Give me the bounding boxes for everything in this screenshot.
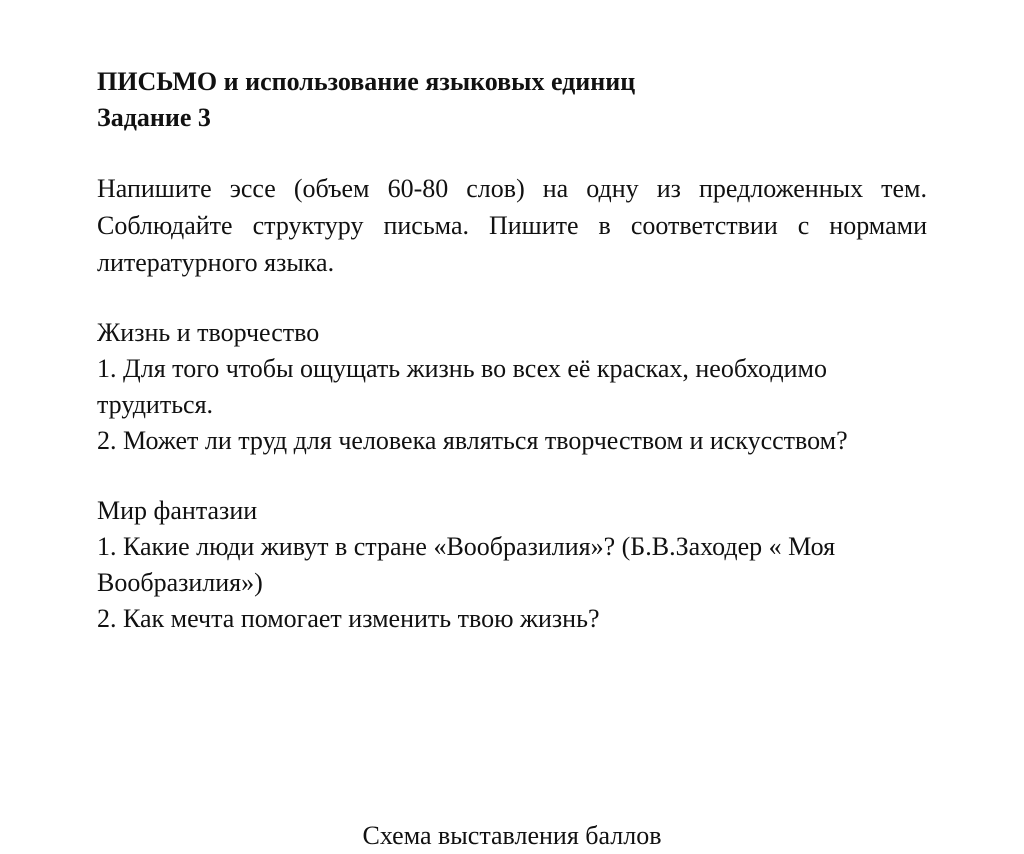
- spacer: [97, 281, 927, 315]
- task-instructions: Напишите эссе (объем 60-80 слов) на одну из предложенных тем. Соблюдайте структуру письма. Пишите в соответствии с нормами литературного языка.: [97, 174, 927, 277]
- section-title: Жизнь и творчество: [97, 318, 320, 347]
- topic-section: [97, 493, 927, 637]
- topic-item: 1. Для того чтобы ощущать жизнь во всех её красках, необходимо трудиться.: [97, 354, 827, 419]
- document-title: ПИСЬМО и использование языковых единиц: [97, 67, 636, 96]
- cropped-footer-text: Схема выставления баллов: [362, 821, 662, 850]
- topic-section: [97, 315, 927, 459]
- topic-item: 1. Какие люди живут в стране «Вообразилия»? (Б.В.Заходер « Моя Вообразилия»): [97, 532, 836, 597]
- task-number: Задание 3: [97, 103, 211, 132]
- spacer: [97, 136, 927, 170]
- document-page: [97, 64, 927, 637]
- topic-item: 2. Как мечта помогает изменить твою жизнь?: [97, 604, 600, 633]
- topic-item: 2. Может ли труд для человека являться творчеством и искусством?: [97, 426, 848, 455]
- spacer: [97, 459, 927, 493]
- section-title: Мир фантазии: [97, 496, 258, 525]
